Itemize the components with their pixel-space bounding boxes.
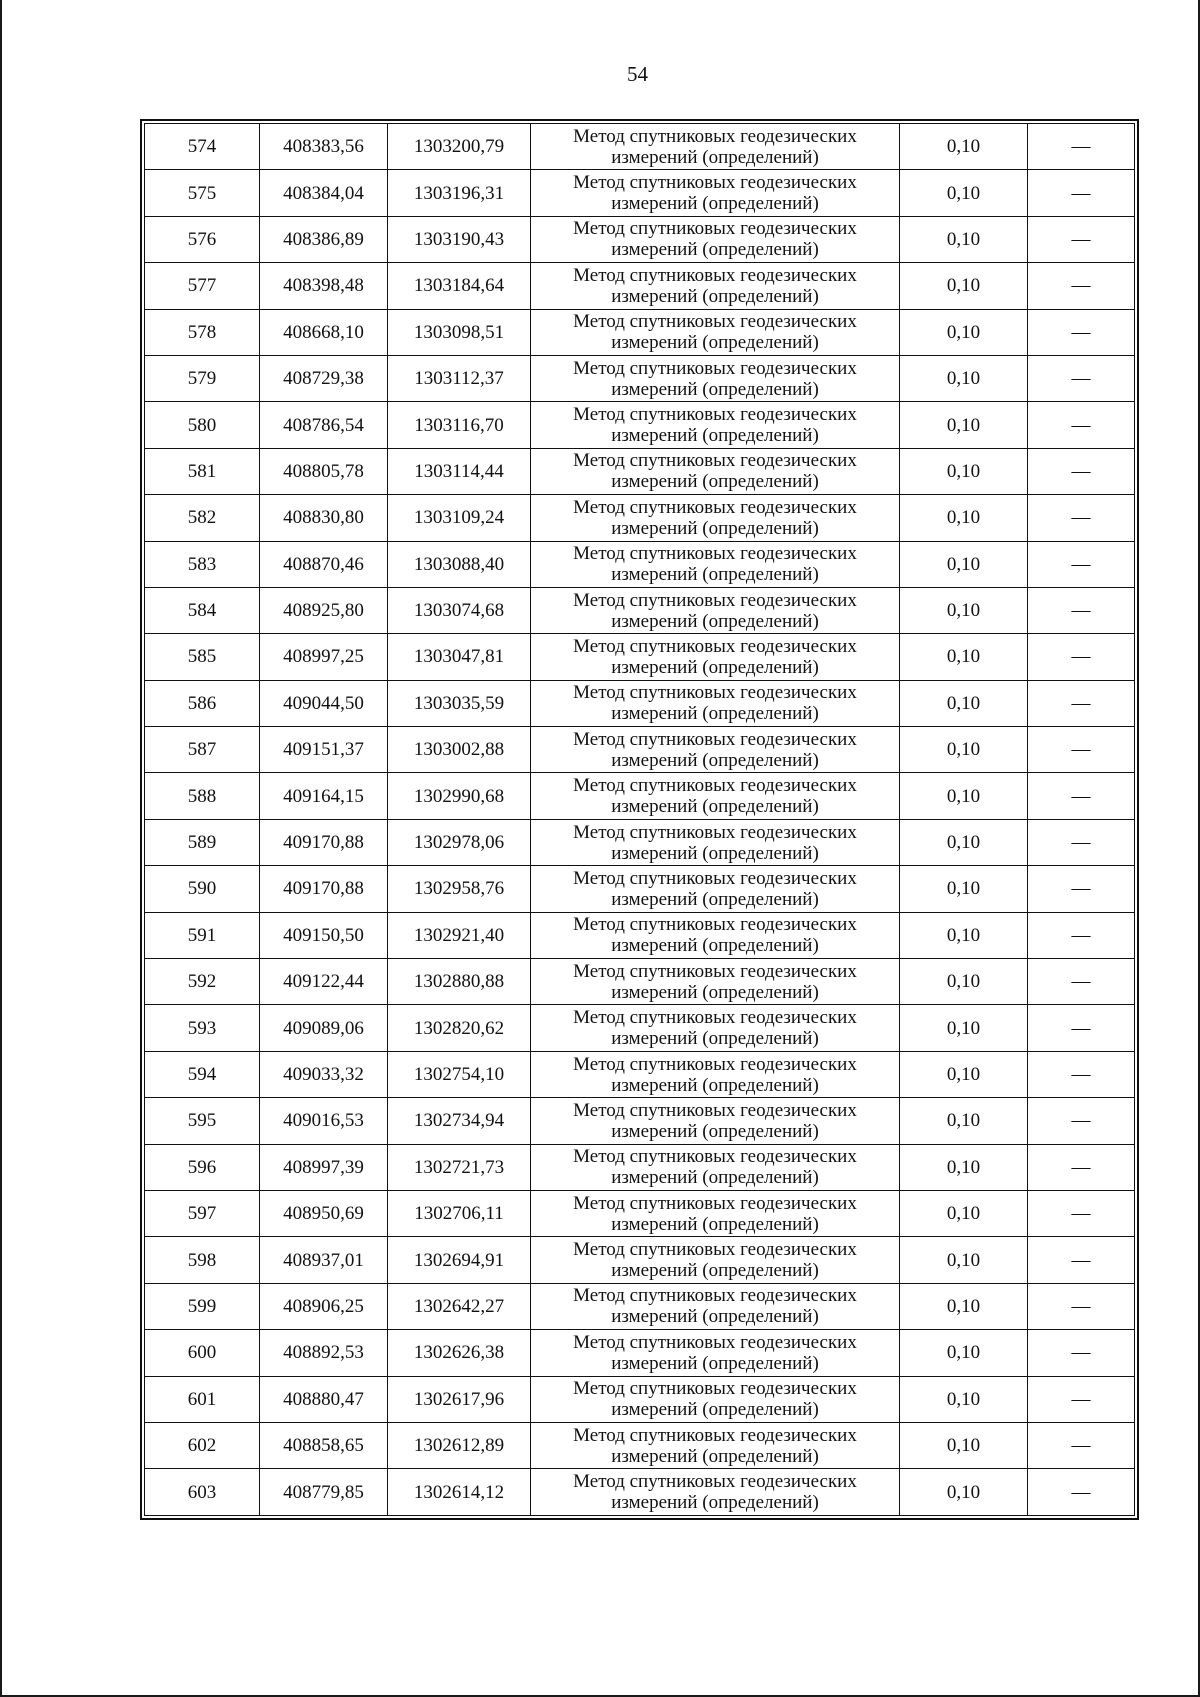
description-cell: — bbox=[1028, 912, 1135, 958]
table-row bbox=[145, 170, 1135, 216]
description-cell: — bbox=[1028, 170, 1135, 216]
table-row bbox=[145, 1283, 1135, 1329]
description-cell: — bbox=[1028, 959, 1135, 1005]
x-coordinate-cell: 408880,47 bbox=[260, 1376, 388, 1422]
point-number-cell: 577 bbox=[145, 263, 260, 309]
x-coordinate-cell: 408906,25 bbox=[260, 1283, 388, 1329]
point-number-cell: 582 bbox=[145, 495, 260, 541]
description-cell: — bbox=[1028, 866, 1135, 912]
x-coordinate-cell: 409164,15 bbox=[260, 773, 388, 819]
coordinates-table-frame bbox=[140, 119, 1139, 1520]
x-coordinate-cell: 408805,78 bbox=[260, 448, 388, 494]
method-cell: Метод спутниковых геодезических измерений (определений) bbox=[531, 541, 900, 587]
x-coordinate-cell: 408398,48 bbox=[260, 263, 388, 309]
description-cell: — bbox=[1028, 448, 1135, 494]
y-coordinate-cell: 1302921,40 bbox=[388, 912, 531, 958]
accuracy-cell: 0,10 bbox=[900, 634, 1028, 680]
description-cell: — bbox=[1028, 1005, 1135, 1051]
scan-edge-left bbox=[0, 0, 2, 1697]
table-row bbox=[145, 587, 1135, 633]
y-coordinate-cell: 1302614,12 bbox=[388, 1469, 531, 1515]
table-row bbox=[145, 1469, 1135, 1515]
coordinates-table-body bbox=[145, 124, 1135, 1516]
table-row bbox=[145, 355, 1135, 401]
accuracy-cell: 0,10 bbox=[900, 819, 1028, 865]
description-cell: — bbox=[1028, 263, 1135, 309]
x-coordinate-cell: 408384,04 bbox=[260, 170, 388, 216]
method-cell: Метод спутниковых геодезических измерений (определений) bbox=[531, 1237, 900, 1283]
description-cell: — bbox=[1028, 773, 1135, 819]
y-coordinate-cell: 1302617,96 bbox=[388, 1376, 531, 1422]
table-row bbox=[145, 402, 1135, 448]
point-number-cell: 574 bbox=[145, 124, 260, 170]
method-cell: Метод спутниковых геодезических измерений (определений) bbox=[531, 355, 900, 401]
table-row bbox=[145, 680, 1135, 726]
table-row bbox=[145, 448, 1135, 494]
table-row bbox=[145, 541, 1135, 587]
description-cell: — bbox=[1028, 587, 1135, 633]
accuracy-cell: 0,10 bbox=[900, 170, 1028, 216]
x-coordinate-cell: 409016,53 bbox=[260, 1098, 388, 1144]
x-coordinate-cell: 408383,56 bbox=[260, 124, 388, 170]
table-row bbox=[145, 1422, 1135, 1468]
method-cell: Метод спутниковых геодезических измерений (определений) bbox=[531, 1051, 900, 1097]
point-number-cell: 584 bbox=[145, 587, 260, 633]
table-row bbox=[145, 1237, 1135, 1283]
x-coordinate-cell: 409122,44 bbox=[260, 959, 388, 1005]
method-cell: Метод спутниковых геодезических измерений (определений) bbox=[531, 216, 900, 262]
table-row bbox=[145, 124, 1135, 170]
description-cell: — bbox=[1028, 1051, 1135, 1097]
x-coordinate-cell: 409044,50 bbox=[260, 680, 388, 726]
method-cell: Метод спутниковых геодезических измерений (определений) bbox=[531, 170, 900, 216]
y-coordinate-cell: 1302642,27 bbox=[388, 1283, 531, 1329]
point-number-cell: 598 bbox=[145, 1237, 260, 1283]
method-cell: Метод спутниковых геодезических измерений (определений) bbox=[531, 495, 900, 541]
x-coordinate-cell: 408950,69 bbox=[260, 1190, 388, 1236]
point-number-cell: 579 bbox=[145, 355, 260, 401]
method-cell: Метод спутниковых геодезических измерений (определений) bbox=[531, 1422, 900, 1468]
accuracy-cell: 0,10 bbox=[900, 959, 1028, 1005]
x-coordinate-cell: 409170,88 bbox=[260, 819, 388, 865]
point-number-cell: 599 bbox=[145, 1283, 260, 1329]
table-row bbox=[145, 216, 1135, 262]
description-cell: — bbox=[1028, 1283, 1135, 1329]
x-coordinate-cell: 409151,37 bbox=[260, 727, 388, 773]
description-cell: — bbox=[1028, 216, 1135, 262]
x-coordinate-cell: 408858,65 bbox=[260, 1422, 388, 1468]
method-cell: Метод спутниковых геодезических измерений (определений) bbox=[531, 1283, 900, 1329]
y-coordinate-cell: 1303088,40 bbox=[388, 541, 531, 587]
point-number-cell: 593 bbox=[145, 1005, 260, 1051]
y-coordinate-cell: 1302958,76 bbox=[388, 866, 531, 912]
description-cell: — bbox=[1028, 124, 1135, 170]
point-number-cell: 597 bbox=[145, 1190, 260, 1236]
y-coordinate-cell: 1303200,79 bbox=[388, 124, 531, 170]
table-row bbox=[145, 634, 1135, 680]
table-row bbox=[145, 263, 1135, 309]
y-coordinate-cell: 1303109,24 bbox=[388, 495, 531, 541]
accuracy-cell: 0,10 bbox=[900, 1051, 1028, 1097]
table-row bbox=[145, 866, 1135, 912]
description-cell: — bbox=[1028, 634, 1135, 680]
description-cell: — bbox=[1028, 819, 1135, 865]
y-coordinate-cell: 1303112,37 bbox=[388, 355, 531, 401]
accuracy-cell: 0,10 bbox=[900, 587, 1028, 633]
accuracy-cell: 0,10 bbox=[900, 495, 1028, 541]
point-number-cell: 585 bbox=[145, 634, 260, 680]
y-coordinate-cell: 1303190,43 bbox=[388, 216, 531, 262]
method-cell: Метод спутниковых геодезических измерений (определений) bbox=[531, 402, 900, 448]
description-cell: — bbox=[1028, 402, 1135, 448]
point-number-cell: 592 bbox=[145, 959, 260, 1005]
accuracy-cell: 0,10 bbox=[900, 1005, 1028, 1051]
method-cell: Метод спутниковых геодезических измерений (определений) bbox=[531, 1190, 900, 1236]
point-number-cell: 601 bbox=[145, 1376, 260, 1422]
accuracy-cell: 0,10 bbox=[900, 355, 1028, 401]
description-cell: — bbox=[1028, 727, 1135, 773]
description-cell: — bbox=[1028, 1144, 1135, 1190]
x-coordinate-cell: 408779,85 bbox=[260, 1469, 388, 1515]
accuracy-cell: 0,10 bbox=[900, 448, 1028, 494]
y-coordinate-cell: 1302612,89 bbox=[388, 1422, 531, 1468]
accuracy-cell: 0,10 bbox=[900, 1422, 1028, 1468]
method-cell: Метод спутниковых геодезических измерений (определений) bbox=[531, 912, 900, 958]
point-number-cell: 576 bbox=[145, 216, 260, 262]
y-coordinate-cell: 1302626,38 bbox=[388, 1330, 531, 1376]
point-number-cell: 580 bbox=[145, 402, 260, 448]
y-coordinate-cell: 1302880,88 bbox=[388, 959, 531, 1005]
x-coordinate-cell: 408786,54 bbox=[260, 402, 388, 448]
table-row bbox=[145, 959, 1135, 1005]
method-cell: Метод спутниковых геодезических измерений (определений) bbox=[531, 959, 900, 1005]
method-cell: Метод спутниковых геодезических измерений (определений) bbox=[531, 727, 900, 773]
method-cell: Метод спутниковых геодезических измерений (определений) bbox=[531, 448, 900, 494]
point-number-cell: 600 bbox=[145, 1330, 260, 1376]
y-coordinate-cell: 1302820,62 bbox=[388, 1005, 531, 1051]
point-number-cell: 596 bbox=[145, 1144, 260, 1190]
description-cell: — bbox=[1028, 1422, 1135, 1468]
table-row bbox=[145, 1376, 1135, 1422]
y-coordinate-cell: 1302978,06 bbox=[388, 819, 531, 865]
table-row bbox=[145, 495, 1135, 541]
accuracy-cell: 0,10 bbox=[900, 541, 1028, 587]
y-coordinate-cell: 1303114,44 bbox=[388, 448, 531, 494]
point-number-cell: 583 bbox=[145, 541, 260, 587]
x-coordinate-cell: 408892,53 bbox=[260, 1330, 388, 1376]
table-row bbox=[145, 1051, 1135, 1097]
point-number-cell: 581 bbox=[145, 448, 260, 494]
method-cell: Метод спутниковых геодезических измерений (определений) bbox=[531, 819, 900, 865]
accuracy-cell: 0,10 bbox=[900, 1376, 1028, 1422]
accuracy-cell: 0,10 bbox=[900, 124, 1028, 170]
accuracy-cell: 0,10 bbox=[900, 263, 1028, 309]
y-coordinate-cell: 1302754,10 bbox=[388, 1051, 531, 1097]
point-number-cell: 587 bbox=[145, 727, 260, 773]
description-cell: — bbox=[1028, 1376, 1135, 1422]
description-cell: — bbox=[1028, 355, 1135, 401]
point-number-cell: 603 bbox=[145, 1469, 260, 1515]
x-coordinate-cell: 409150,50 bbox=[260, 912, 388, 958]
x-coordinate-cell: 408870,46 bbox=[260, 541, 388, 587]
y-coordinate-cell: 1303002,88 bbox=[388, 727, 531, 773]
accuracy-cell: 0,10 bbox=[900, 1190, 1028, 1236]
y-coordinate-cell: 1303184,64 bbox=[388, 263, 531, 309]
accuracy-cell: 0,10 bbox=[900, 727, 1028, 773]
x-coordinate-cell: 408830,80 bbox=[260, 495, 388, 541]
point-number-cell: 594 bbox=[145, 1051, 260, 1097]
point-number-cell: 589 bbox=[145, 819, 260, 865]
point-number-cell: 578 bbox=[145, 309, 260, 355]
table-row bbox=[145, 1005, 1135, 1051]
y-coordinate-cell: 1302694,91 bbox=[388, 1237, 531, 1283]
coordinates-table bbox=[144, 123, 1135, 1516]
accuracy-cell: 0,10 bbox=[900, 1469, 1028, 1515]
accuracy-cell: 0,10 bbox=[900, 402, 1028, 448]
method-cell: Метод спутниковых геодезических измерений (определений) bbox=[531, 680, 900, 726]
table-row bbox=[145, 1144, 1135, 1190]
accuracy-cell: 0,10 bbox=[900, 680, 1028, 726]
y-coordinate-cell: 1302990,68 bbox=[388, 773, 531, 819]
table-row bbox=[145, 1190, 1135, 1236]
x-coordinate-cell: 409089,06 bbox=[260, 1005, 388, 1051]
page-number: 54 bbox=[627, 62, 648, 86]
x-coordinate-cell: 409170,88 bbox=[260, 866, 388, 912]
accuracy-cell: 0,10 bbox=[900, 1144, 1028, 1190]
y-coordinate-cell: 1303047,81 bbox=[388, 634, 531, 680]
description-cell: — bbox=[1028, 1237, 1135, 1283]
x-coordinate-cell: 408997,39 bbox=[260, 1144, 388, 1190]
y-coordinate-cell: 1303074,68 bbox=[388, 587, 531, 633]
accuracy-cell: 0,10 bbox=[900, 866, 1028, 912]
accuracy-cell: 0,10 bbox=[900, 309, 1028, 355]
table-row bbox=[145, 912, 1135, 958]
description-cell: — bbox=[1028, 680, 1135, 726]
method-cell: Метод спутниковых геодезических измерений (определений) bbox=[531, 634, 900, 680]
accuracy-cell: 0,10 bbox=[900, 216, 1028, 262]
accuracy-cell: 0,10 bbox=[900, 1237, 1028, 1283]
point-number-cell: 591 bbox=[145, 912, 260, 958]
table-row bbox=[145, 1098, 1135, 1144]
point-number-cell: 595 bbox=[145, 1098, 260, 1144]
table-row bbox=[145, 819, 1135, 865]
method-cell: Метод спутниковых геодезических измерений (определений) bbox=[531, 1098, 900, 1144]
method-cell: Метод спутниковых геодезических измерений (определений) bbox=[531, 124, 900, 170]
y-coordinate-cell: 1302721,73 bbox=[388, 1144, 531, 1190]
accuracy-cell: 0,10 bbox=[900, 1098, 1028, 1144]
point-number-cell: 588 bbox=[145, 773, 260, 819]
table-row bbox=[145, 309, 1135, 355]
method-cell: Метод спутниковых геодезических измерений (определений) bbox=[531, 587, 900, 633]
accuracy-cell: 0,10 bbox=[900, 1330, 1028, 1376]
point-number-cell: 586 bbox=[145, 680, 260, 726]
method-cell: Метод спутниковых геодезических измерений (определений) bbox=[531, 1144, 900, 1190]
point-number-cell: 575 bbox=[145, 170, 260, 216]
description-cell: — bbox=[1028, 1330, 1135, 1376]
table-row bbox=[145, 727, 1135, 773]
x-coordinate-cell: 409033,32 bbox=[260, 1051, 388, 1097]
x-coordinate-cell: 408937,01 bbox=[260, 1237, 388, 1283]
x-coordinate-cell: 408997,25 bbox=[260, 634, 388, 680]
table-row bbox=[145, 1330, 1135, 1376]
point-number-cell: 590 bbox=[145, 866, 260, 912]
method-cell: Метод спутниковых геодезических измерений (определений) bbox=[531, 1330, 900, 1376]
method-cell: Метод спутниковых геодезических измерений (определений) bbox=[531, 1376, 900, 1422]
y-coordinate-cell: 1303116,70 bbox=[388, 402, 531, 448]
y-coordinate-cell: 1302706,11 bbox=[388, 1190, 531, 1236]
x-coordinate-cell: 408925,80 bbox=[260, 587, 388, 633]
y-coordinate-cell: 1303098,51 bbox=[388, 309, 531, 355]
method-cell: Метод спутниковых геодезических измерений (определений) bbox=[531, 1469, 900, 1515]
accuracy-cell: 0,10 bbox=[900, 912, 1028, 958]
x-coordinate-cell: 408729,38 bbox=[260, 355, 388, 401]
y-coordinate-cell: 1303035,59 bbox=[388, 680, 531, 726]
method-cell: Метод спутниковых геодезических измерений (определений) bbox=[531, 309, 900, 355]
description-cell: — bbox=[1028, 495, 1135, 541]
point-number-cell: 602 bbox=[145, 1422, 260, 1468]
description-cell: — bbox=[1028, 541, 1135, 587]
accuracy-cell: 0,10 bbox=[900, 1283, 1028, 1329]
y-coordinate-cell: 1303196,31 bbox=[388, 170, 531, 216]
description-cell: — bbox=[1028, 309, 1135, 355]
description-cell: — bbox=[1028, 1190, 1135, 1236]
description-cell: — bbox=[1028, 1469, 1135, 1515]
x-coordinate-cell: 408668,10 bbox=[260, 309, 388, 355]
x-coordinate-cell: 408386,89 bbox=[260, 216, 388, 262]
accuracy-cell: 0,10 bbox=[900, 773, 1028, 819]
method-cell: Метод спутниковых геодезических измерений (определений) bbox=[531, 1005, 900, 1051]
method-cell: Метод спутниковых геодезических измерений (определений) bbox=[531, 866, 900, 912]
method-cell: Метод спутниковых геодезических измерений (определений) bbox=[531, 773, 900, 819]
y-coordinate-cell: 1302734,94 bbox=[388, 1098, 531, 1144]
method-cell: Метод спутниковых геодезических измерений (определений) bbox=[531, 263, 900, 309]
description-cell: — bbox=[1028, 1098, 1135, 1144]
table-row bbox=[145, 773, 1135, 819]
